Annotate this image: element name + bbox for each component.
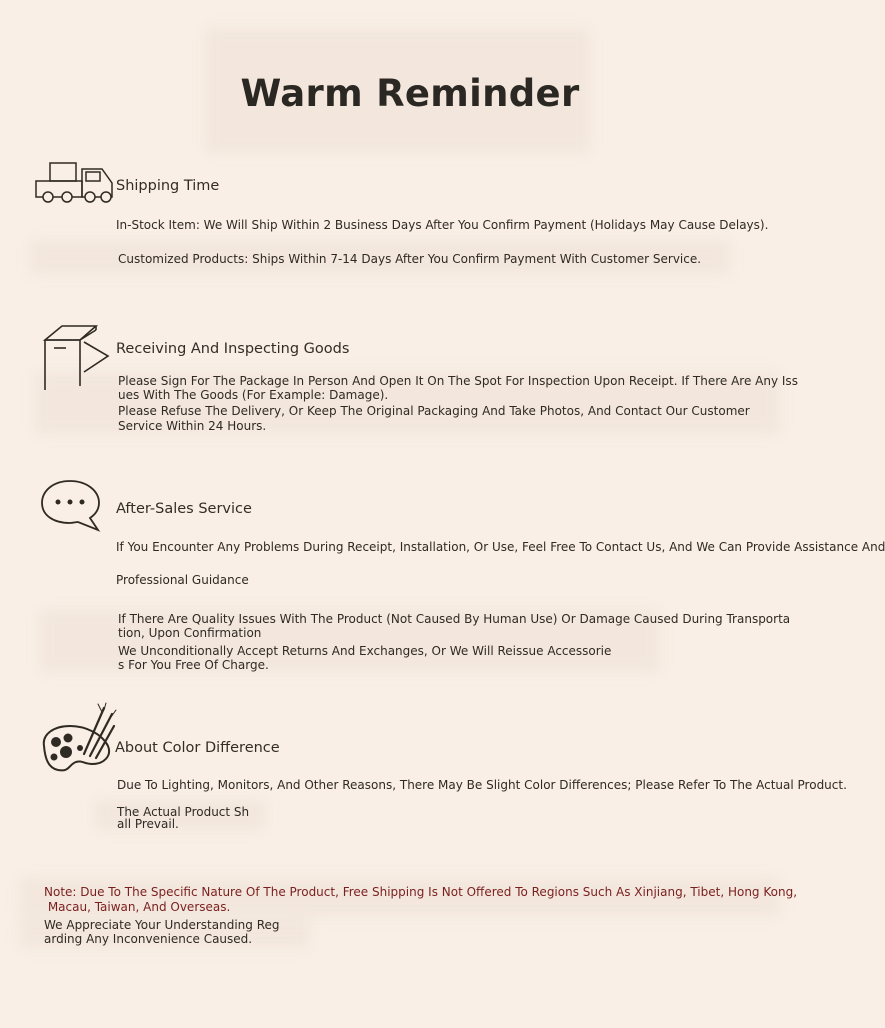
text-line: all Prevail. — [117, 817, 179, 831]
closing-text: arding Any Inconvenience Caused. — [44, 932, 253, 946]
text-line: The Actual Product Sh — [117, 805, 250, 819]
text-line: Due To Lighting, Monitors, And Other Reasons, There May Be Slight Color Differences; Please Refer To The Actual Product. — [117, 778, 847, 792]
closing-text: We Appreciate Your Understanding Reg — [44, 918, 280, 932]
speech-bubble-icon — [40, 478, 104, 534]
text-line: Service Within 24 Hours. — [118, 419, 267, 433]
truck-icon — [34, 160, 124, 206]
section-heading-receiving-goods: Receiving And Inspecting Goods — [116, 341, 350, 357]
text-line: tion, Upon Confirmation — [118, 626, 262, 640]
text-line: If There Are Quality Issues With The Product (Not Caused By Human Use) Or Damage Caused During Transporta — [118, 612, 791, 626]
paint-palette-icon — [38, 702, 118, 774]
section-heading-color-difference: About Color Difference — [115, 740, 280, 756]
text-line: Customized Products: Ships Within 7-14 Days After You Confirm Payment With Customer Service. — [118, 252, 702, 266]
text-line: Please Refuse The Delivery, Or Keep The Original Packaging And Take Photos, And Contact Our Customer — [118, 404, 750, 418]
text-line: In-Stock Item: We Will Ship Within 2 Business Days After You Confirm Payment (Holidays May Cause Delays). — [116, 218, 769, 232]
shipping-note: Note: Due To The Specific Nature Of The Product, Free Shipping Is Not Offered To Regions Such As Xinjiang, Tibet, Hong Kong, — [44, 885, 798, 899]
section-heading-after-sales: After-Sales Service — [116, 501, 252, 517]
text-line: We Unconditionally Accept Returns And Exchanges, Or We Will Reissue Accessorie — [118, 644, 612, 658]
text-line: ues With The Goods (For Example: Damage). — [118, 388, 389, 402]
page-title: Warm Reminder — [240, 72, 580, 115]
package-box-icon — [40, 322, 112, 394]
text-line: s For You Free Of Charge. — [118, 658, 269, 672]
text-line: Professional Guidance — [116, 573, 249, 587]
text-line: Please Sign For The Package In Person And Open It On The Spot For Inspection Upon Receipt. If There Are Any Iss — [118, 374, 798, 388]
shipping-note: Macau, Taiwan, And Overseas. — [44, 900, 231, 914]
section-heading-shipping-time: Shipping Time — [116, 178, 220, 194]
text-line: If You Encounter Any Problems During Receipt, Installation, Or Use, Feel Free To Contact Us, And We Can Provide Assistance And — [116, 540, 885, 554]
